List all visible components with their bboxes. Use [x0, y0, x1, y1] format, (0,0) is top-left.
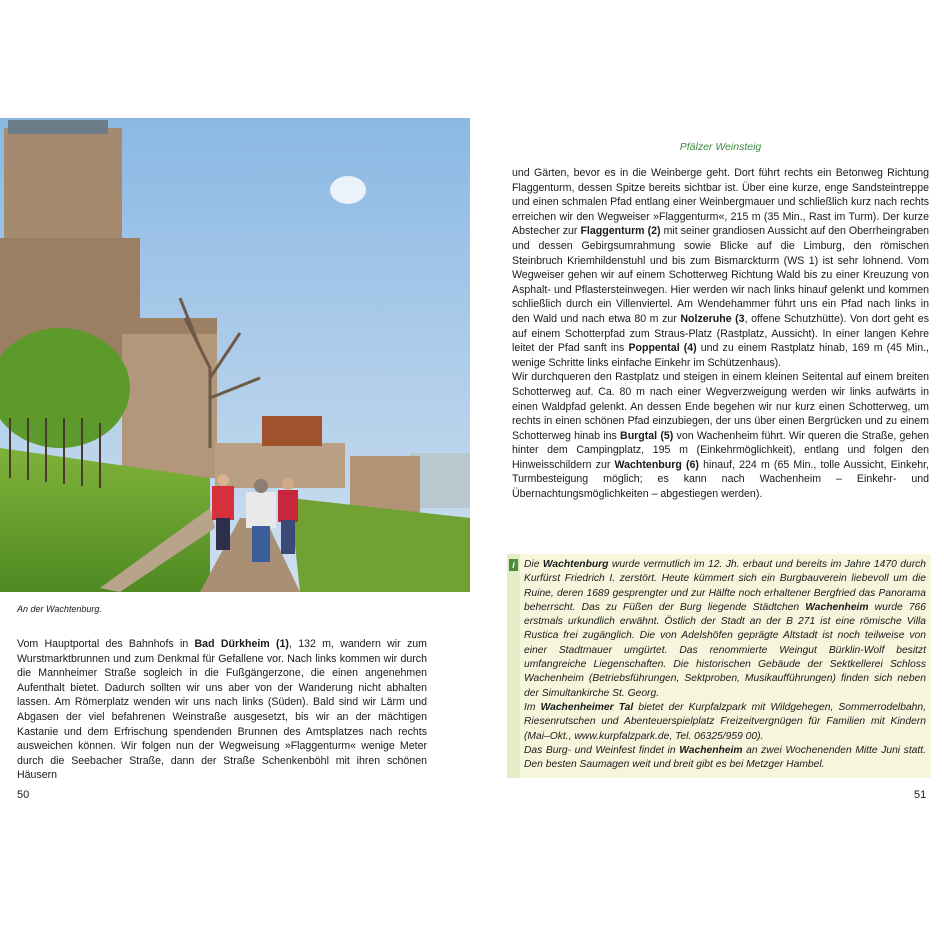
right-page-text	[512, 166, 929, 502]
info-box-text	[524, 558, 926, 772]
photo-wachtenburg	[0, 118, 470, 592]
text-run: , 132 m, wandern wir zum Wurstmarktbrunnen und zum Denkmal für Gefallene vor. Nach links kommen wir durch die Mannheimer Straße sogleich in die Fußgängerzone, die einen angenehmen Aufenthalt bietet. Dadurch sollten wir uns aber von der Wanderung nicht abhalten lassen. Am Römerplatz wenden wir uns nach links (Süden). Bald sind wir Lärm und Abgasen der viel befahrenen Weinstraße ausgesetzt, bis wir an der mächtigen Kastanie und dem Erfrischung spendenden Brunnen des Amtsplatzes nach rechts ausweichen können. Wir folgen nun der Wegweisung »Flaggenturm« wenige Meter durch die Seebacher Straße, dann der Straße Schenkenböhl mit ihren schönen Häusern	[17, 638, 427, 782]
bold-term: Wachtenburg (6)	[614, 458, 699, 471]
text-run: bietet der Kurpfalzpark mit Wildgehegen, Sommerrodelbahn, Riesenrutschen und Abenteuerspielplatz Freizeitvergnügen für Familien mit Kindern (Mai–Okt., www.kurpfalzpark.de, Tel. 06325/959 00).	[524, 701, 926, 742]
text-run: wurde vermutlich im 12. Jh. erbaut und bereits im Jahre 1470 durch Kurfürst Friedrich I. zerstört. Heute kümmert sich ein Burgbauverein liebevoll um die Ruine, deren 1689 gesprengter und zur Hälfte noch erhaltener Bergfried das Panorama beherrscht. Das zu Füßen der Burg liegende Städtchen	[524, 559, 926, 613]
text-run: Die	[524, 559, 543, 570]
page-number-right: 51	[914, 789, 927, 801]
text-run: Wir durchqueren den Rastplatz und steigen in einem kleinen Seitental auf einem breiten Schotterweg auf. Ca. 80 m nach einer Wegverzweigung werden wir links aufwärts in einen Waldpfad gelenkt. An dessen Ende begehen wir nur kurz einen Schotterweg, um rechts in einen schönen Pfad einzubiegen, der uns über einen Bergrücken und zu einem Schotterweg hinab ins	[512, 371, 929, 442]
info-icon: i	[509, 559, 518, 571]
bold-term: Nolzeruhe (3	[680, 312, 745, 325]
text-run: wurde 766 erstmals urkundlich erwähnt. Östlich der Stadt an der B 271 ist eine römische Villa Rustica frei zugänglich. Die von Adelshöfen geprägte Altstadt ist noch teilweise von einer Stadtmauer umgürtet. Das renommierte Weingut Bürklin-Wolf besitzt umfangreiche Liegenschaften. Die historischen Gebäude der Sektkellerei Schloss Wachenheim (Betriebsführungen, Sektproben, Musikaufführungen) finden sich neben der Simultankirche St. Georg.	[524, 601, 926, 699]
text-run: und zu einem Rastplatz hinab, 169 m (45 Min., wenige Schritte links einfache Einkehr im Schützenhaus).	[512, 342, 929, 369]
page-number-left: 50	[17, 789, 30, 801]
info-paragraph	[524, 744, 926, 773]
right-paragraph	[512, 166, 929, 370]
info-paragraph	[524, 558, 926, 701]
bold-term: Bad Dürkheim (1)	[194, 638, 289, 650]
right-paragraph	[512, 370, 929, 501]
text-run: mit seiner grandiosen Aussicht auf den Oberrheingraben und dessen Gebirgsumrahmung sowie Blicke auf die Limburg, den römischen Steinbruch Kriemhildenstuhl und bis zum Bismarckturm (WS 1) ist sehr lohnend. Vom Wegweiser gehen wir auf einem Schotterweg Richtung Wald bis zu einer Kreuzung von Asphalt- und Pflastersteinwegen. Hier werden wir nach links hinauf gelenkt und kommen schließlich durch ein Villenviertel. Am Wendehammer führt uns ein Pfad nach links in den Wald und nach etwa 80 m zur	[512, 225, 930, 325]
info-paragraph	[524, 701, 926, 744]
text-run: Im	[524, 701, 541, 713]
text-run: , offene Schutzhütte). Von dort geht es auf einem Schotterpfad zum Straus-Platz (Rastplatz, Aussicht). In einer langen Kehre leitet der Pfad sanft ins	[512, 312, 929, 355]
text-run: hinauf, 224 m (65 Min., tolle Aussicht, Einkehr, Turmbesteigung möglich; es kann nach Wachenheim – Einkehr- und Übernachtungsmöglichkeiten – abgestiegen werden).	[512, 458, 929, 501]
text-run: Vom Hauptportal des Bahnhofs in	[17, 638, 195, 650]
left-paragraph	[17, 637, 427, 783]
info-box	[507, 554, 931, 778]
info-box-sidebar	[507, 554, 520, 778]
text-run: und Gärten, bevor es in die Weinberge geht. Dort führt rechts ein Betonweg Richtung Flaggenturm, dessen Spitze bereits sichtbar ist. Über eine kurze, enge Sandsteintreppe und einen schmalen Pfad entlang einer Weinbergmauer und schließlich kurz nach rechts erreichen wir den Wegweiser »Flaggenturm«, 215 m (35 Min., Rast im Turm). Der kurze Abstecher zur	[512, 167, 929, 238]
photo-caption: An der Wachtenburg.	[17, 604, 102, 614]
bold-term: Wachenheim	[805, 601, 869, 613]
bold-term: Burgtal (5)	[620, 429, 674, 442]
bold-term: Wachtenburg	[542, 559, 609, 570]
bold-term: Flaggenturm (2)	[580, 225, 661, 238]
text-run: Das Burg- und Weinfest findet in	[524, 744, 680, 756]
bold-term: Wachenheimer Tal	[540, 701, 634, 713]
bold-term: Poppental (4)	[628, 342, 697, 355]
left-page-text	[17, 637, 427, 783]
bold-term: Wachenheim	[679, 744, 743, 756]
castle-photo-illustration	[0, 118, 470, 592]
text-run: von Wachenheim führt. Wir queren die Straße, gehen hinter dem Campingplatz, 195 m (Einkehrmöglichkeit), entlang und folgen den Hinweisschildern zur	[512, 429, 930, 471]
running-header: Pfälzer Weinsteig	[679, 141, 762, 153]
text-run: an zwei Wochenenden Mitte Juni statt. Den besten Saumagen weit und breit gibt es bei Metzger Hambel.	[524, 744, 926, 771]
